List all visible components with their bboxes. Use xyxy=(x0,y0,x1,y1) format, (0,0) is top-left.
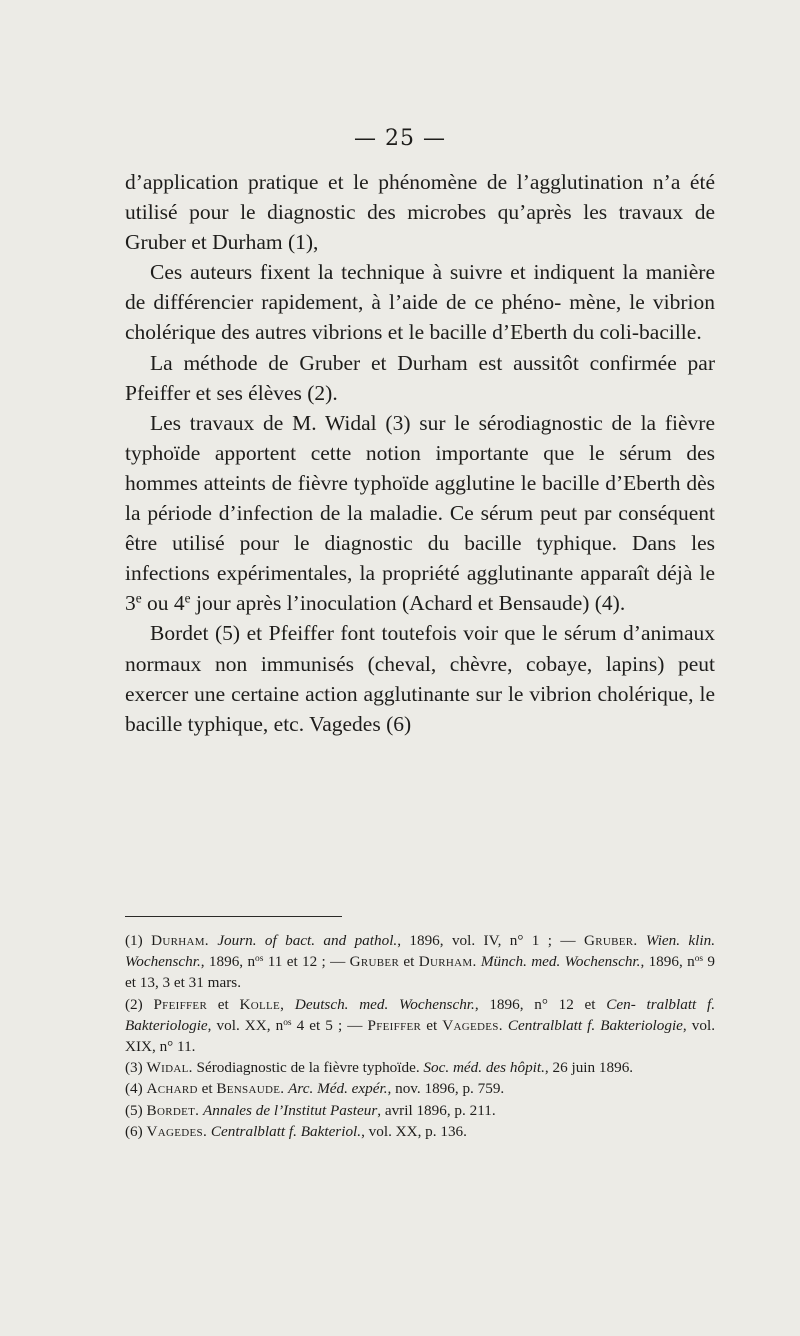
author: Gruber xyxy=(349,953,400,971)
footnote-number: (3) xyxy=(125,1059,147,1077)
footnote xyxy=(125,930,715,994)
footnote-text: , 1896, vol. IV, n° 1 ; — xyxy=(397,932,584,949)
author: Gruber. xyxy=(583,932,638,949)
superscript: os xyxy=(694,954,704,965)
footnote-text: , vol. XX, p. 136. xyxy=(361,1122,467,1140)
author: Achard xyxy=(146,1080,198,1098)
superscript: os xyxy=(255,954,264,965)
footnote-text: , vol. XIX, n° 11. xyxy=(125,1016,715,1056)
author: Pfeiffer xyxy=(153,995,208,1013)
paragraph xyxy=(125,408,715,619)
footnote-text xyxy=(638,932,646,949)
author: Kolle, xyxy=(239,995,285,1013)
footnote xyxy=(125,1078,715,1099)
author: Widal. xyxy=(146,1059,193,1077)
footnote-text: , vol. XX, n xyxy=(207,1016,284,1034)
superscript: os xyxy=(283,1017,292,1028)
journal: Journ. of bact. and pathol. xyxy=(217,932,398,949)
footnote-number: (4) xyxy=(125,1080,147,1098)
author: Durham. xyxy=(151,932,209,949)
journal: Cen- tralblatt f. Bakteriologie xyxy=(125,995,716,1034)
footnote xyxy=(125,1121,715,1142)
footnote xyxy=(125,994,715,1058)
footnote-text: , nov. 1896, p. 759. xyxy=(387,1080,505,1098)
paragraph: Ces auteurs fixent la technique à suivre et indiquent la manière de différencier rapidement, à l’aide de ce phéno- mène, le vibrion cholérique des autres vibrions et le bacille d’Eberth du coli-bacille. xyxy=(125,260,715,345)
journal: Annales de l’Institut Pasteur xyxy=(203,1101,378,1119)
superscript: e xyxy=(135,590,142,606)
paragraph-text: ou 4 xyxy=(141,591,185,616)
paragraph: d’application pratique et le phénomène de l’agglutination n’a été utilisé pour le diagnostic des microbes qu’après les travaux de Gruber et Durham (1), xyxy=(125,170,715,255)
footnote-text: et xyxy=(399,953,419,971)
paragraph-text: jour après l’inoculation (Achard et Bensaude) (4). xyxy=(190,591,626,616)
journal: Centralblatt f. Bakteriologie xyxy=(507,1016,683,1034)
superscript: e xyxy=(184,590,191,606)
journal: Arc. Méd. expér. xyxy=(288,1080,388,1098)
footnote-text: 9 et 13, 3 et 31 mars. xyxy=(125,953,716,992)
paragraph: Bordet (5) et Pfeiffer font toutefois voir que le sérum d’animaux normaux non immunisés (cheval, chèvre, cobaye, lapins) peut exercer une certaine action agglutinante sur le vibrion cholérique, le bacille typhique, etc. Vagedes (6) xyxy=(125,621,715,736)
footnote xyxy=(125,1057,715,1078)
author: Bordet. xyxy=(146,1101,200,1119)
footnote-number: (6) xyxy=(125,1122,147,1140)
page-number: — 25 — xyxy=(354,126,446,151)
journal: Münch. med. Wochenschr. xyxy=(480,953,641,971)
footnote-number: (5) xyxy=(125,1101,147,1119)
footnote-text: 4 et 5 ; — xyxy=(291,1016,368,1034)
paragraph-text: Les travaux de M. Widal (3) sur le sérodiagnostic de la fièvre typhoïde apportent cette notion importante que le sérum des hommes atteints de fièvre typhoïde agglutine le bacille d’Eberth dès la période d’infection de la maladie. Ce sérum peut par conséquent être utilisé pour le diagnostic du bacille typhique. Dans les infections expérimentales, la propriété agglutinante apparaît déjà le 3 xyxy=(125,410,715,616)
footnotes xyxy=(125,930,715,1142)
author: Pfeiffer xyxy=(367,1016,422,1034)
footnote-text: , 1896, n xyxy=(640,953,695,971)
paragraph: La méthode de Gruber et Durham est aussitôt confirmée par Pfeiffer et ses élèves (2). xyxy=(125,350,715,405)
footnote-text: , avril 1896, p. 211. xyxy=(377,1101,496,1119)
footnote-divider xyxy=(125,916,342,917)
footnote-text: et xyxy=(421,1016,443,1034)
footnote-text: Sérodiagnostic de la fièvre typhoïde. xyxy=(192,1059,424,1077)
author: Vagedes. xyxy=(442,1016,503,1034)
author: Bensaude. xyxy=(216,1080,285,1098)
footnote-text: et xyxy=(207,995,240,1013)
journal: Centralblatt f. Bakteriol. xyxy=(210,1122,362,1140)
footnote-text: , 1896, n xyxy=(200,953,256,971)
body-text xyxy=(125,167,715,739)
author: Durham. xyxy=(418,953,477,971)
journal: Soc. méd. des hôpit. xyxy=(423,1059,545,1077)
footnote-text: , 1896, n° 12 et xyxy=(474,995,607,1013)
journal: Deutsch. med. Wochenschr. xyxy=(294,995,475,1013)
footnote-number: (1) xyxy=(125,932,152,949)
footnote xyxy=(125,1100,715,1121)
journal: Wien. klin. Wochenschr. xyxy=(125,932,716,971)
footnote-number: (2) xyxy=(125,995,154,1013)
footnote-text: et xyxy=(197,1080,217,1098)
footnote-text xyxy=(284,996,295,1013)
footnote-text: 11 et 12 ; — xyxy=(263,953,350,971)
author: Vagedes. xyxy=(146,1122,208,1140)
footnote-text: , 26 juin 1896. xyxy=(544,1059,634,1077)
